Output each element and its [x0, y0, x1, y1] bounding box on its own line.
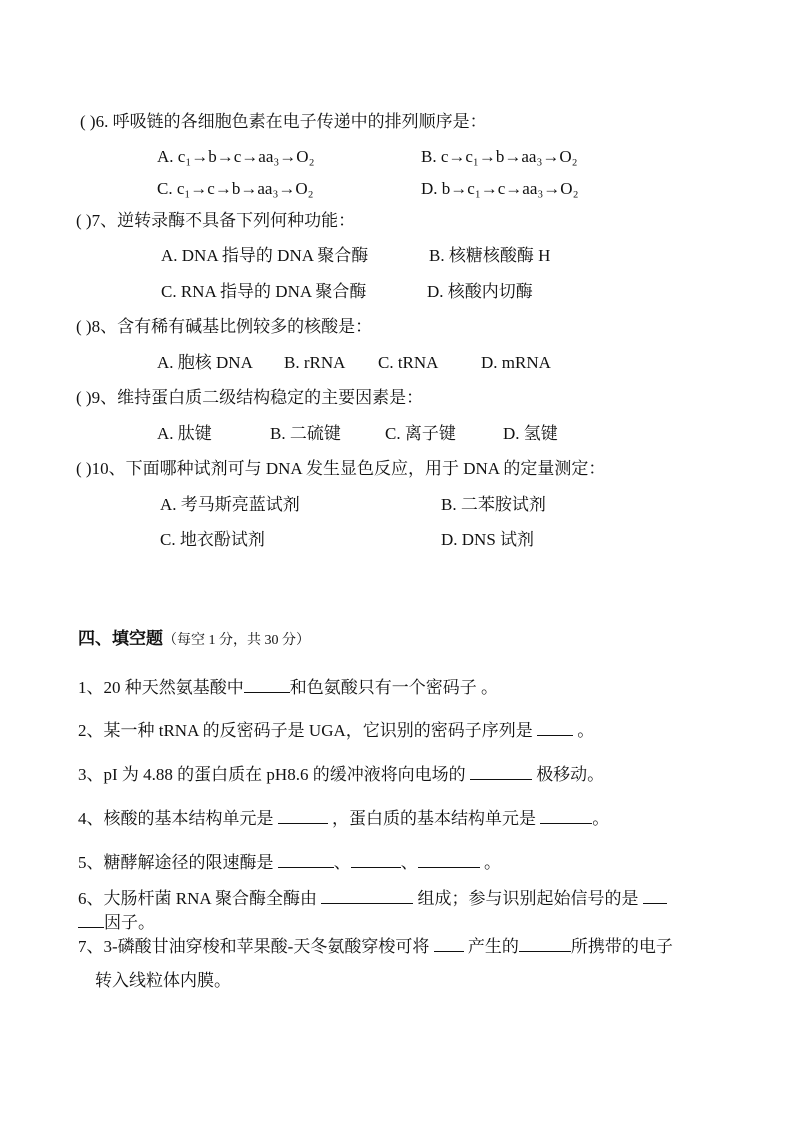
fill-question-7-cont: 转入线粒体内膜。	[95, 971, 231, 990]
answer-blank[interactable]	[351, 850, 401, 868]
option-d[interactable]: D. 核酸内切酶	[427, 282, 533, 301]
question-9	[76, 387, 423, 409]
option-b[interactable]: B. 二苯胺试剂	[441, 495, 546, 514]
fill-question-6: 6、大肠杆菌 RNA 聚合酶全酶由 组成；参与识别起始信号的是	[78, 886, 667, 910]
option-d[interactable]: D. mRNA	[481, 353, 551, 372]
question-stem: 6. 呼吸链的各细胞色素在电子传递中的排列顺序是：	[95, 112, 487, 131]
answer-blank[interactable]	[537, 718, 573, 736]
answer-blank[interactable]	[244, 675, 290, 693]
fill-question-2: 2、某一种 tRNA 的反密码子是 UGA，它识别的密码子序列是 。	[78, 718, 594, 742]
question-10	[76, 458, 605, 480]
option-b[interactable]: B. 二硫键	[270, 424, 341, 443]
answer-blank[interactable]	[278, 850, 334, 868]
option-a[interactable]: A. 考马斯亮蓝试剂	[160, 495, 300, 514]
answer-blank[interactable]	[470, 762, 532, 780]
answer-blank[interactable]	[519, 934, 571, 952]
answer-paren[interactable]: ( )	[76, 459, 92, 478]
fill-question-7: 7、3-磷酸甘油穿梭和苹果酸-天冬氨酸穿梭可将 产生的 所携带的电子	[78, 934, 673, 958]
option-d[interactable]: D. b→c₁→c→aa₃→O₂	[421, 179, 579, 198]
fill-question-1: 1、20 种天然氨基酸中 和色氨酸只有一个密码子 。	[78, 675, 498, 699]
option-c[interactable]: C. RNA 指导的 DNA 聚合酶	[161, 282, 367, 301]
fill-question-6-cont: 因子。	[78, 910, 155, 934]
option-d[interactable]: D. 氢键	[503, 424, 558, 443]
fill-question-3: 3、pI 为 4.88 的蛋白质在 pH8.6 的缓冲液将向电场的 极移动。	[78, 762, 604, 786]
option-b[interactable]: B. c→c₁→b→aa₃→O₂	[421, 147, 578, 166]
answer-blank[interactable]	[278, 806, 328, 824]
answer-blank[interactable]	[434, 934, 464, 952]
question-6	[80, 111, 487, 133]
question-stem: 9、维持蛋白质二级结构稳定的主要因素是：	[91, 388, 424, 407]
fill-question-4: 4、核酸的基本结构单元是 ，蛋白质的基本结构单元是 。	[78, 806, 609, 830]
section-heading	[78, 628, 310, 652]
fill-question-5: 5、糖酵解途径的限速酶是 、 、 。	[78, 850, 501, 874]
question-stem: 8、含有稀有碱基比例较多的核酸是：	[91, 317, 373, 336]
question-stem: 7、逆转录酶不具备下列何种功能：	[91, 211, 356, 230]
option-a[interactable]: A. 胞核 DNA	[157, 353, 253, 372]
option-a[interactable]: A. DNA 指导的 DNA 聚合酶	[161, 246, 369, 265]
option-b[interactable]: B. 核糖核酸酶 H	[429, 246, 551, 265]
option-c[interactable]: C. c₁→c→b→aa₃→O₂	[157, 179, 314, 198]
answer-paren[interactable]: ( )	[76, 211, 92, 230]
answer-paren[interactable]: ( )	[76, 317, 92, 336]
section-score-note: （每空 1 分，共 30 分）	[163, 633, 310, 648]
option-c[interactable]: C. tRNA	[378, 353, 439, 372]
answer-blank[interactable]	[321, 886, 413, 904]
option-c[interactable]: C. 离子键	[385, 424, 456, 443]
question-stem: 10、下面哪种试剂可与 DNA 发生显色反应，用于 DNA 的定量测定：	[91, 459, 606, 478]
option-d[interactable]: D. DNS 试剂	[441, 530, 535, 549]
option-b[interactable]: B. rRNA	[284, 353, 346, 372]
answer-paren[interactable]: ( )	[80, 112, 96, 131]
answer-blank[interactable]	[643, 886, 667, 904]
answer-blank[interactable]	[540, 806, 592, 824]
answer-blank[interactable]	[418, 850, 480, 868]
question-8	[76, 316, 372, 338]
answer-blank[interactable]	[78, 910, 104, 928]
answer-paren[interactable]: ( )	[76, 388, 92, 407]
section-title: 四、填空题	[78, 629, 163, 649]
question-7	[76, 210, 355, 232]
option-a[interactable]: A. 肽键	[157, 424, 212, 443]
option-a[interactable]: A. c₁→b→c→aa₃→O₂	[157, 147, 315, 166]
option-c[interactable]: C. 地衣酚试剂	[160, 530, 265, 549]
